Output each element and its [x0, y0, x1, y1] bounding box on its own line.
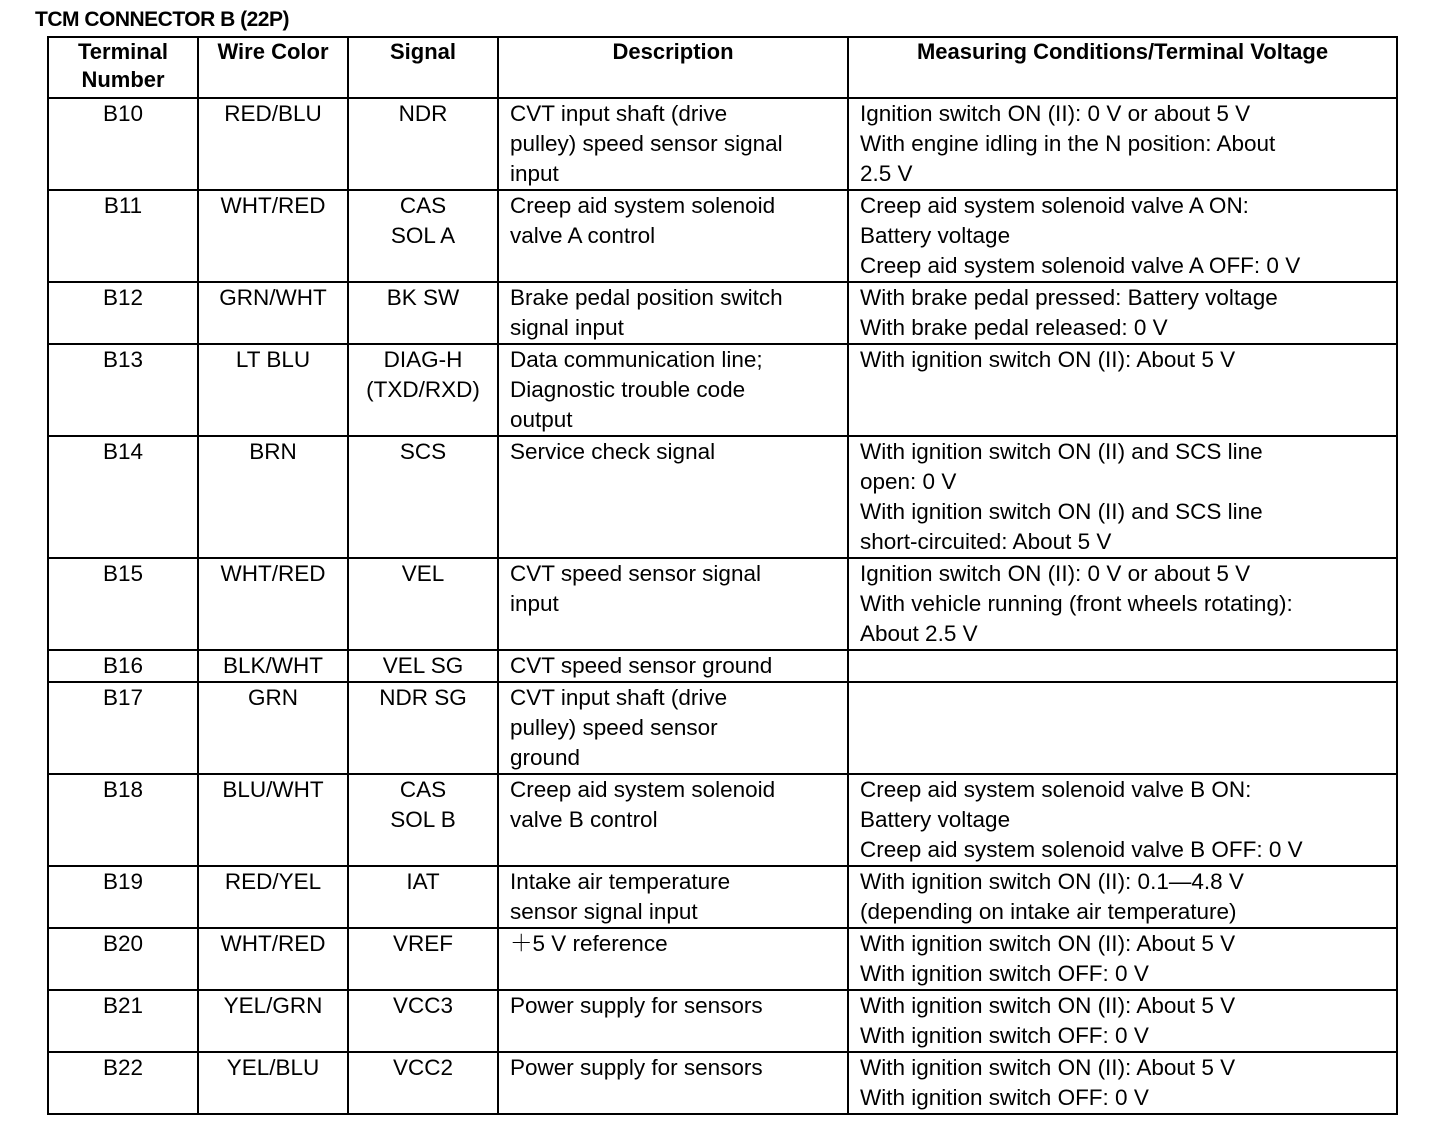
column-header-description [498, 37, 848, 98]
wire-cell [198, 928, 348, 990]
wire-cell [198, 1052, 348, 1114]
signal-text: CAS [399, 777, 447, 802]
terminal-cell [48, 866, 198, 928]
wire-cell [198, 190, 348, 282]
conditions-text: With ignition switch ON (II): About 5 V [860, 931, 1236, 956]
description-text: sensor signal input [510, 899, 698, 924]
signal-text: VEL [401, 561, 445, 586]
conditions-text: Battery voltage [860, 223, 1011, 248]
signal-text: CAS [399, 193, 447, 218]
signal-cell [348, 682, 498, 774]
description-text: output [510, 407, 573, 432]
terminal-cell [48, 436, 198, 558]
description-text: input [510, 591, 559, 616]
signal-text: VCC3 [392, 993, 454, 1018]
wire-cell [198, 282, 348, 344]
terminal-cell [48, 282, 198, 344]
conditions-text: open: 0 V [860, 469, 957, 494]
terminal-cell [48, 1052, 198, 1114]
signal-text: VEL SG [382, 653, 464, 678]
conditions-text: With brake pedal pressed: Battery voltage [860, 285, 1278, 310]
signal-cell [348, 98, 498, 190]
description-cell [498, 650, 848, 682]
table-row [48, 344, 1397, 436]
conditions-cell [848, 190, 1397, 282]
table-row [48, 990, 1397, 1052]
header-text: Signal [389, 39, 456, 64]
terminal-text: B18 [102, 777, 144, 802]
description-text: CVT speed sensor signal [510, 561, 761, 586]
wire-cell [198, 682, 348, 774]
description-text: Creep aid system solenoid [510, 193, 776, 218]
description-cell [498, 282, 848, 344]
wire-text: WHT/RED [220, 931, 326, 956]
signal-cell [348, 436, 498, 558]
signal-text: NDR [398, 101, 448, 126]
conditions-text: Creep aid system solenoid valve B OFF: 0 V [860, 837, 1303, 862]
page-title: TCM CONNECTOR B (22P) [35, 8, 289, 31]
wire-text: LT BLU [235, 347, 311, 372]
wire-cell [198, 650, 348, 682]
signal-cell [348, 558, 498, 650]
conditions-text: Ignition switch ON (II): 0 V or about 5 V [860, 101, 1251, 126]
terminal-cell [48, 990, 198, 1052]
conditions-text: With ignition switch OFF: 0 V [860, 961, 1149, 986]
conditions-cell [848, 344, 1397, 436]
conditions-cell [848, 436, 1397, 558]
header-text: Wire Color [217, 39, 329, 64]
signal-text: BK SW [386, 285, 460, 310]
signal-cell [348, 282, 498, 344]
table-row [48, 190, 1397, 282]
connector-table [47, 36, 1398, 1115]
wire-cell [198, 990, 348, 1052]
description-cell [498, 1052, 848, 1114]
signal-text: (TXD/RXD) [366, 377, 480, 402]
terminal-text: B21 [102, 993, 144, 1018]
terminal-cell [48, 774, 198, 866]
description-cell [498, 866, 848, 928]
conditions-cell [848, 1052, 1397, 1114]
table-row [48, 436, 1397, 558]
conditions-text: With ignition switch ON (II): About 5 V [860, 347, 1236, 372]
conditions-text: 2.5 V [860, 161, 913, 186]
wire-cell [198, 344, 348, 436]
description-text: Diagnostic trouble code [510, 377, 746, 402]
wire-cell [198, 866, 348, 928]
description-text: input [510, 161, 559, 186]
wire-cell [198, 774, 348, 866]
conditions-cell [848, 866, 1397, 928]
description-cell [498, 990, 848, 1052]
terminal-text: B14 [102, 439, 144, 464]
description-text: Service check signal [510, 439, 716, 464]
table-row [48, 682, 1397, 774]
signal-cell [348, 774, 498, 866]
terminal-text: B11 [103, 193, 143, 218]
table-row [48, 558, 1397, 650]
description-cell [498, 682, 848, 774]
conditions-cell [848, 774, 1397, 866]
terminal-cell [48, 344, 198, 436]
wire-text: GRN [248, 685, 298, 710]
description-cell [498, 190, 848, 282]
header-text: Measuring Conditions/Terminal Voltage [916, 39, 1329, 64]
signal-cell [348, 650, 498, 682]
signal-text: VCC2 [392, 1055, 454, 1080]
conditions-cell [848, 558, 1397, 650]
description-cell [498, 436, 848, 558]
description-text: signal input [510, 315, 624, 340]
terminal-text: B17 [102, 685, 144, 710]
description-cell [498, 98, 848, 190]
table-row [48, 774, 1397, 866]
header-row [48, 37, 1397, 98]
table-row [48, 282, 1397, 344]
signal-cell [348, 1052, 498, 1114]
conditions-text: With brake pedal released: 0 V [860, 315, 1168, 340]
column-header-wire-color [198, 37, 348, 98]
terminal-cell [48, 190, 198, 282]
wire-text: GRN/WHT [219, 285, 327, 310]
terminal-text: B12 [102, 285, 144, 310]
description-text: Intake air temperature [510, 869, 731, 894]
table-row [48, 866, 1397, 928]
conditions-text: Battery voltage [860, 807, 1011, 832]
terminal-cell [48, 98, 198, 190]
terminal-cell [48, 682, 198, 774]
signal-text: VREF [392, 931, 453, 956]
wire-text: BRN [249, 439, 297, 464]
wire-cell [198, 436, 348, 558]
description-text: pulley) speed sensor [510, 715, 718, 740]
conditions-text: Creep aid system solenoid valve B ON: [860, 777, 1252, 802]
description-text: valve B control [510, 807, 658, 832]
wire-text: WHT/RED [220, 193, 326, 218]
signal-text: SOL B [390, 807, 456, 832]
terminal-cell [48, 650, 198, 682]
header-text: Description [612, 39, 734, 64]
conditions-text: With engine idling in the N position: About [860, 131, 1276, 156]
conditions-cell [848, 928, 1397, 990]
description-text: pulley) speed sensor signal [510, 131, 783, 156]
description-text: Brake pedal position switch [510, 285, 783, 310]
wire-text: WHT/RED [220, 561, 326, 586]
conditions-text: With ignition switch ON (II) and SCS line [860, 499, 1263, 524]
wire-text: BLU/WHT [222, 777, 324, 802]
conditions-text: short-circuited: About 5 V [860, 529, 1112, 554]
wire-text: RED/BLU [224, 101, 322, 126]
signal-cell [348, 190, 498, 282]
wire-text: YEL/GRN [223, 993, 323, 1018]
table-row [48, 928, 1397, 990]
terminal-text: B20 [102, 931, 144, 956]
description-text: Creep aid system solenoid [510, 777, 776, 802]
conditions-text: With ignition switch ON (II) and SCS line [860, 439, 1263, 464]
signal-cell [348, 344, 498, 436]
description-cell [498, 558, 848, 650]
column-header-signal [348, 37, 498, 98]
column-header-terminal-number [48, 37, 198, 98]
conditions-text: (depending on intake air temperature) [860, 899, 1237, 924]
description-cell [498, 774, 848, 866]
description-text: Data communication line; [510, 347, 763, 372]
conditions-text: With ignition switch ON (II): 0.1—4.8 V [860, 869, 1244, 894]
conditions-cell [848, 990, 1397, 1052]
conditions-text: Creep aid system solenoid valve A OFF: 0 V [860, 253, 1301, 278]
signal-text: NDR SG [379, 685, 467, 710]
column-header-measuring-conditions [848, 37, 1397, 98]
conditions-cell [848, 282, 1397, 344]
signal-cell [348, 928, 498, 990]
conditions-cell [848, 98, 1397, 190]
description-text: CVT input shaft (drive [510, 101, 728, 126]
conditions-text: About 2.5 V [860, 621, 978, 646]
conditions-cell [848, 650, 1397, 682]
signal-text: IAT [406, 869, 440, 894]
description-text: ground [510, 745, 581, 770]
signal-text: DIAG-H [383, 347, 463, 372]
signal-text: SOL A [390, 223, 456, 248]
header-text: Number [81, 67, 165, 92]
terminal-text: B22 [102, 1055, 144, 1080]
wire-cell [198, 558, 348, 650]
table-row [48, 650, 1397, 682]
wire-text: YEL/BLU [226, 1055, 320, 1080]
conditions-text: With ignition switch ON (II): About 5 V [860, 1055, 1236, 1080]
header-text: Terminal [77, 39, 169, 64]
conditions-text: With ignition switch OFF: 0 V [860, 1085, 1149, 1110]
signal-cell [348, 990, 498, 1052]
wire-cell [198, 98, 348, 190]
terminal-text: B19 [102, 869, 144, 894]
description-text: Power supply for sensors [510, 1055, 763, 1080]
description-text: valve A control [510, 223, 656, 248]
conditions-text: Ignition switch ON (II): 0 V or about 5 V [860, 561, 1251, 586]
description-text: CVT speed sensor ground [510, 653, 773, 678]
terminal-cell [48, 928, 198, 990]
signal-cell [348, 866, 498, 928]
description-cell [498, 928, 848, 990]
description-cell [498, 344, 848, 436]
terminal-text: B13 [102, 347, 144, 372]
signal-text: SCS [399, 439, 447, 464]
wire-text: RED/YEL [224, 869, 322, 894]
table-row [48, 98, 1397, 190]
conditions-text: With ignition switch ON (II): About 5 V [860, 993, 1236, 1018]
terminal-text: B16 [102, 653, 144, 678]
terminal-cell [48, 558, 198, 650]
table-row [48, 1052, 1397, 1114]
conditions-text: Creep aid system solenoid valve A ON: [860, 193, 1249, 218]
conditions-text: With vehicle running (front wheels rotating): [860, 591, 1293, 616]
terminal-text: B15 [102, 561, 144, 586]
description-text: Power supply for sensors [510, 993, 763, 1018]
description-text: ＋5 V reference [510, 931, 668, 956]
conditions-cell [848, 682, 1397, 774]
terminal-text: B10 [102, 101, 144, 126]
conditions-text: With ignition switch OFF: 0 V [860, 1023, 1149, 1048]
wire-text: BLK/WHT [222, 653, 323, 678]
description-text: CVT input shaft (drive [510, 685, 728, 710]
